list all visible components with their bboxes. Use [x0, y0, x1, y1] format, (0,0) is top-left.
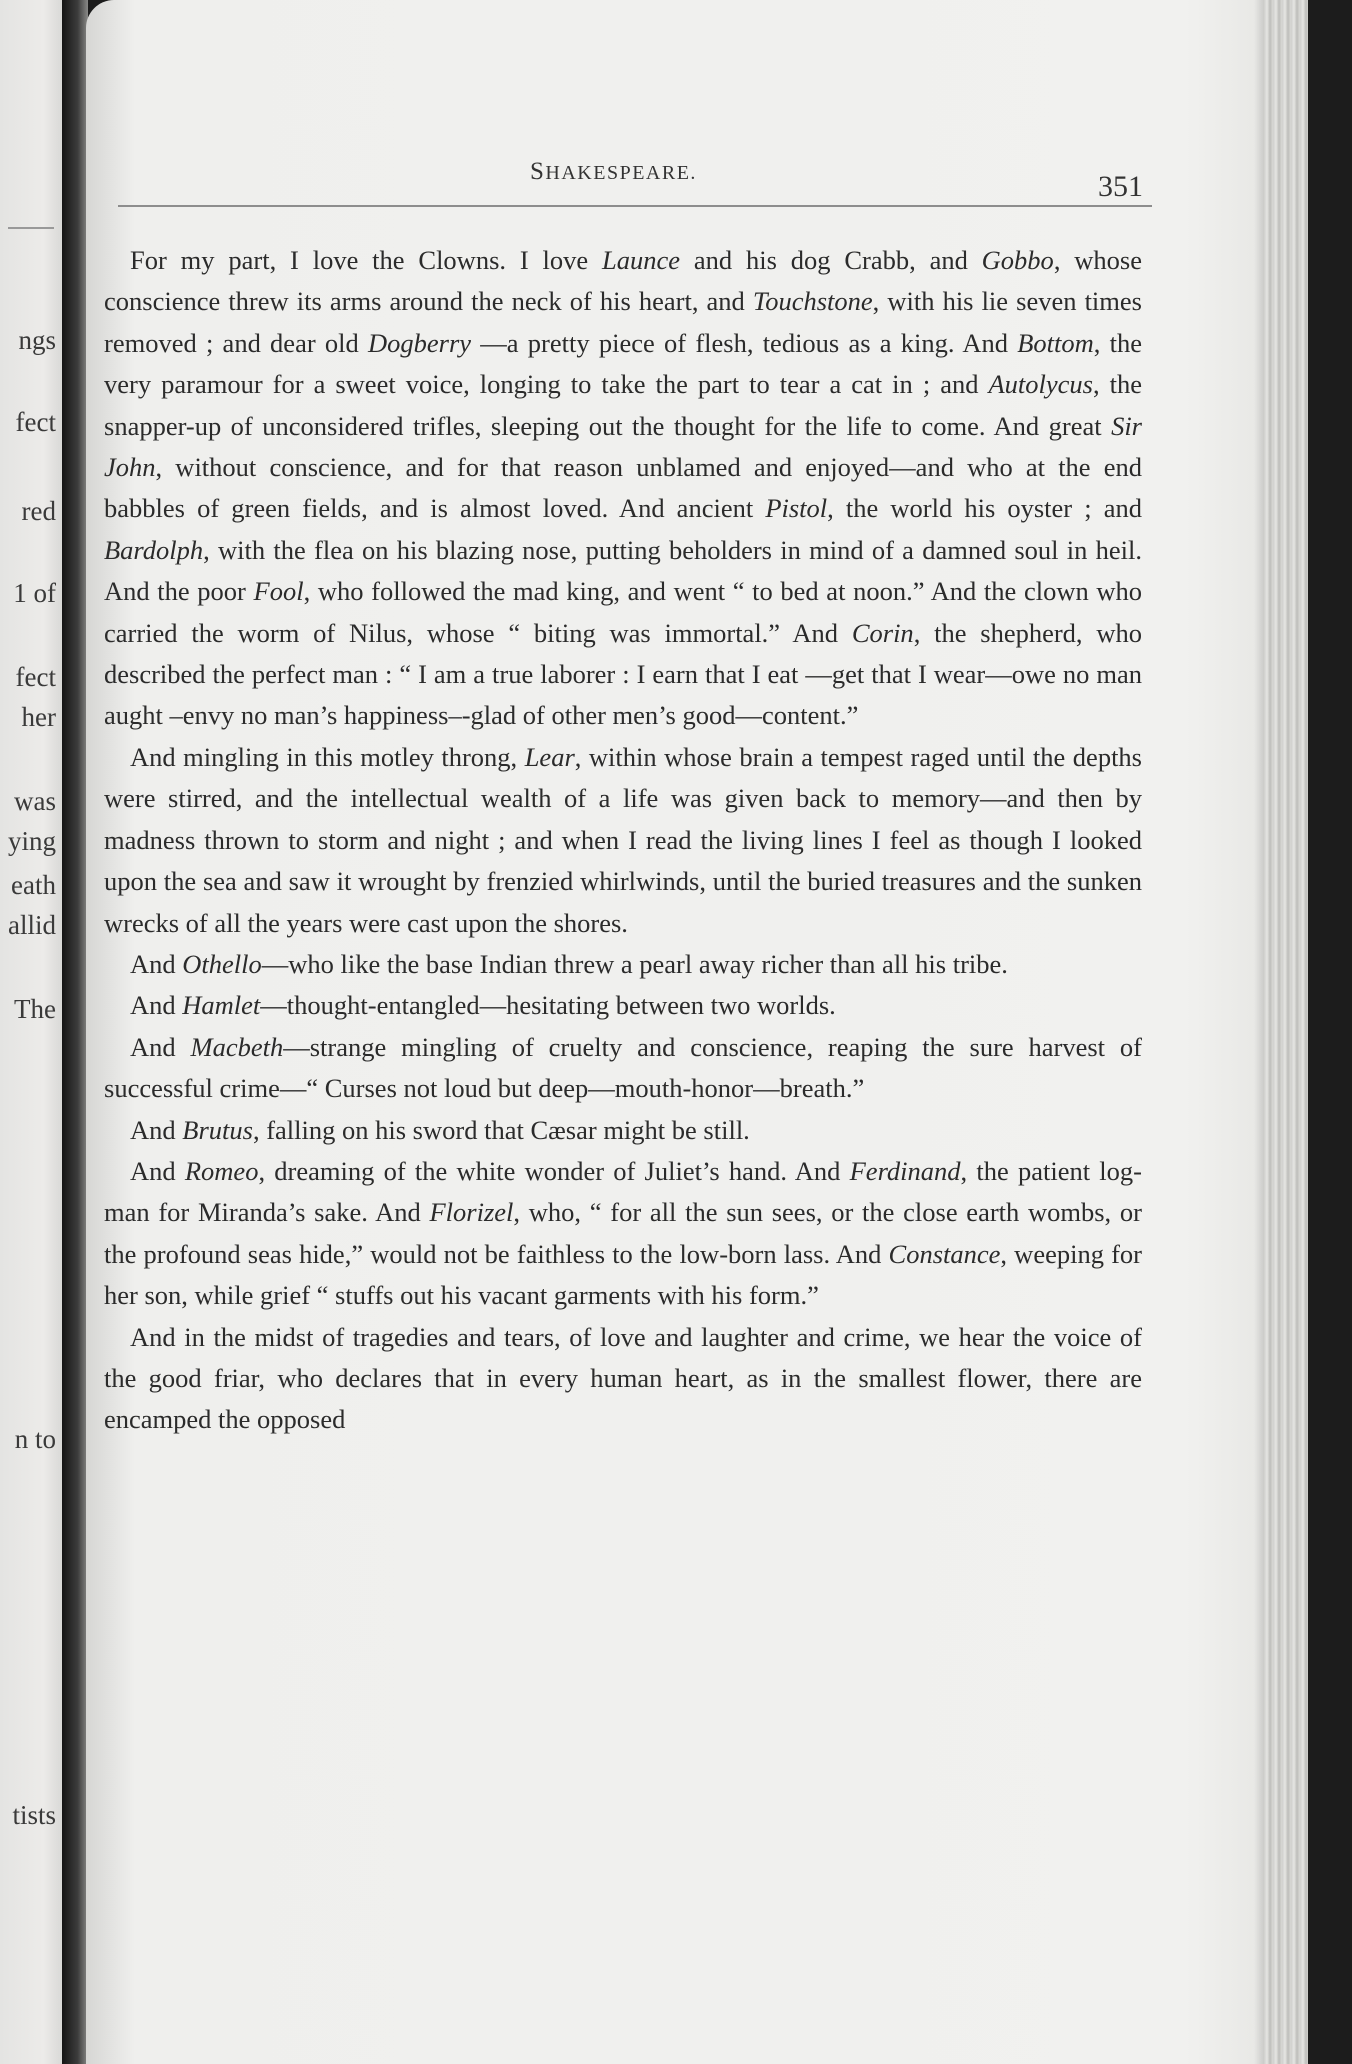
character-name: Bottom	[1017, 327, 1094, 358]
text-run: , who, “ for all the sun sees, or the close earth wombs, or the profound seas hide,” would not be faithless to the low-born lass. And	[104, 1197, 1142, 1269]
facing-page-fragment: her	[21, 702, 56, 732]
text-run: , the very paramour for a sweet voice, longing to take the part to tear a cat in ; and	[104, 327, 1143, 400]
facing-page-fragment: The	[14, 994, 56, 1024]
facing-page-fragment: allid	[8, 910, 56, 940]
facing-page-fragment: red	[21, 496, 56, 526]
body-paragraph	[104, 737, 1142, 944]
running-head-initial: S	[530, 158, 546, 185]
page-edge-shadow	[1254, 0, 1264, 2064]
facing-page-fragment: fect	[15, 662, 56, 692]
character-name: Constance	[888, 1238, 1001, 1269]
text-run: And	[130, 1114, 183, 1145]
text-run: , with his lie seven times removed ; and dear old	[104, 286, 1142, 358]
text-run: And	[130, 1155, 185, 1186]
text-run: and his dog Crabb, and	[680, 245, 982, 275]
body-text	[104, 240, 1142, 1441]
text-run: , within whose brain a tempest raged until the depths were stirred, and the intellectual wealth of a life was given back to memory—and then by madness thrown to storm and night ; and when I read the living lines I feel as though I looked upon the sea and saw it wrought by frenzied whirlwinds, until the buried treasures and the sunken wrecks of all the years were cast upon the shores.	[104, 741, 1142, 938]
facing-page-fragment: 1 of	[13, 578, 56, 608]
facing-page-fragment: ngs	[18, 325, 56, 355]
running-head	[530, 158, 697, 186]
facing-page-fragment: eath	[11, 870, 56, 900]
text-run: And mingling in this motley throng,	[130, 741, 525, 772]
text-run: , dreaming of the white wonder of Juliet’s hand. And	[258, 1155, 850, 1186]
text-run: And	[130, 990, 183, 1021]
facing-page-strip	[0, 0, 62, 2064]
facing-page-fragment: tists	[12, 1800, 56, 1830]
text-run: And	[130, 948, 183, 979]
character-name: Touchstone	[752, 286, 873, 317]
text-run: , whose conscience threw its arms around the neck of his heart, and	[104, 245, 1142, 317]
text-run: , with the flea on his blazing nose, putting beholders in mind of a damned soul in heil. And the poor	[104, 534, 1142, 607]
character-name: Pistol	[765, 493, 828, 524]
page-number: 351	[1098, 170, 1143, 203]
character-name: Romeo	[184, 1155, 259, 1186]
body-paragraph	[104, 1151, 1142, 1317]
text-run: , the shepherd, who described the perfect man : “ I am a true laborer : I earn that I eat —get that I wear—owe no man aught –envy no man’s happiness–-glad of other men’s good—content.”	[104, 617, 1142, 731]
text-run: And in the midst of tragedies and tears, of love and laughter and crime, we hear the voice of the good friar, who declares that in every human heart, as in the smallest flower, there are encamped the opposed	[104, 1321, 1142, 1435]
character-name: Ferdinand	[849, 1155, 961, 1186]
body-paragraph	[104, 240, 1142, 737]
character-name: Macbeth	[190, 1031, 284, 1062]
character-name: Autolycus	[988, 369, 1093, 400]
text-run: —thought-entangled—hesitating between two worlds.	[260, 990, 836, 1021]
facing-page-fragment: n to	[14, 1424, 56, 1454]
character-name: Lear	[524, 741, 575, 772]
text-run: , weeping for her son, while grief “ stuffs out his vacant garments with his form.”	[104, 1238, 1142, 1311]
text-run: —who like the base Indian threw a pearl away richer than all his tribe.	[261, 948, 1008, 979]
character-name: Brutus	[182, 1114, 253, 1145]
character-name: Bardolph	[104, 534, 204, 565]
facing-page-fragment: was	[14, 786, 56, 816]
binding-gutter	[62, 0, 88, 2064]
text-run: , falling on his sword that Cæsar might be still.	[252, 1114, 750, 1145]
text-run: , without conscience, and for that reason unblamed and enjoyed—and who at the end babbles of green fields, and is almost loved. And ancient	[104, 452, 1142, 524]
text-run: For my part, I love the Clowns. I love	[130, 245, 602, 275]
text-run: —strange mingling of cruelty and conscience, reaping the sure harvest of successful crime—“ Curses not loud but deep—mouth-honor—breath.”	[104, 1031, 1142, 1104]
facing-page-rule	[8, 227, 54, 229]
character-name: Corin	[851, 617, 914, 648]
character-name: Florizel	[429, 1197, 514, 1228]
text-run: —a pretty piece of flesh, tedious as a king. And	[471, 327, 1018, 358]
running-head-rest: HAKESPEARE.	[545, 162, 697, 184]
text-run: , the patient log-man for Miranda’s sake. And	[104, 1155, 1142, 1228]
body-paragraph	[104, 944, 1142, 985]
body-paragraph	[104, 1027, 1142, 1110]
text-run: , who followed the mad king, and went “ to bed at noon.” And the clown who carried the worm of Nilus, whose “ biting was immortal.” And	[104, 576, 1142, 648]
text-run: , the snapper-up of unconsidered trifles, sleeping out the thought for the life to come. And great	[104, 369, 1143, 441]
character-name: Othello	[182, 948, 262, 979]
character-name: Launce	[602, 245, 681, 275]
text-run: And	[130, 1031, 191, 1062]
character-name: Sir John	[104, 410, 1142, 483]
page-stack-edge	[1264, 0, 1308, 2064]
facing-page-fragment: fect	[15, 407, 56, 437]
character-name: Dogberry	[368, 327, 472, 358]
facing-page-fragment: ying	[7, 826, 56, 856]
character-name: Hamlet	[182, 990, 261, 1021]
header-rule	[118, 205, 1152, 207]
body-paragraph	[104, 985, 1142, 1026]
text-run: , the world his oyster ; and	[827, 493, 1142, 524]
character-name: Fool	[253, 576, 304, 607]
character-name: Gobbo	[981, 245, 1054, 275]
body-paragraph	[104, 1317, 1142, 1441]
body-paragraph	[104, 1110, 1142, 1151]
